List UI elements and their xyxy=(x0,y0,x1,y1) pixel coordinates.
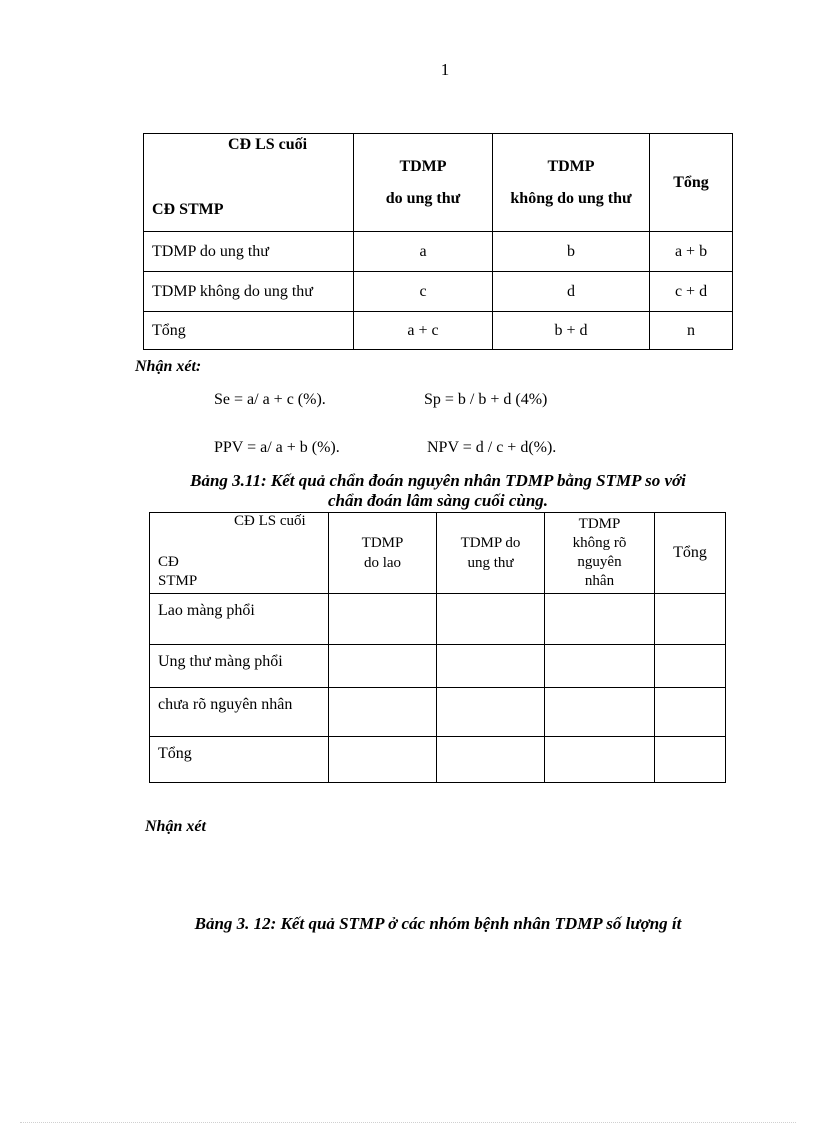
table-cell: b + d xyxy=(493,312,650,350)
row-label: TDMP không do ung thư xyxy=(144,272,354,312)
table-caption: Bảng 3. 12: Kết quả STMP ở các nhóm bệnh nhân TDMP số lượng ít xyxy=(194,914,682,933)
table-cell: c + d xyxy=(650,272,733,312)
table-cell xyxy=(545,645,655,688)
table-cell xyxy=(437,594,545,645)
table-row xyxy=(150,645,726,688)
formula-ppv: PPV = a/ a + b (%). xyxy=(214,439,340,456)
table-cell: a + c xyxy=(354,312,493,350)
table-cell xyxy=(655,737,726,783)
page-number: 1 xyxy=(440,60,450,79)
table-caption: Bảng 3.11: Kết quả chẩn đoán nguyên nhân TDMP bằng STMP so với chẩn đoán lâm sàng cuối cùng. xyxy=(190,471,686,510)
table-cell xyxy=(655,645,726,688)
table-row xyxy=(144,232,733,272)
formula-se: Se = a/ a + c (%). xyxy=(214,391,326,408)
corner-top-label: CĐ LS cuối xyxy=(234,513,306,529)
table-cell xyxy=(437,737,545,783)
formula-sp: Sp = b / b + d (4%) xyxy=(424,391,548,408)
diagnosis-table xyxy=(149,512,726,783)
column-header: TDMP không do ung thư xyxy=(493,134,650,232)
table-row xyxy=(144,312,733,350)
row-label: Lao màng phổi xyxy=(150,594,329,645)
table-cell xyxy=(545,737,655,783)
row-label: Tổng xyxy=(150,737,329,783)
table-cell xyxy=(655,594,726,645)
row-label: Ung thư màng phổi xyxy=(150,645,329,688)
column-header: TDMP không rõ nguyên nhân xyxy=(545,513,655,594)
corner-header-cell xyxy=(150,513,329,594)
table-cell: c xyxy=(354,272,493,312)
row-label: Tổng xyxy=(144,312,354,350)
table-cell: a + b xyxy=(650,232,733,272)
table-cell xyxy=(329,645,437,688)
column-header: TDMP do ung thư xyxy=(354,134,493,232)
table-row xyxy=(150,737,726,783)
remark-heading: Nhận xét xyxy=(145,818,206,835)
formula-npv: NPV = d / c + d(%). xyxy=(427,439,557,456)
table-cell xyxy=(545,594,655,645)
table-cell xyxy=(545,688,655,737)
table-row xyxy=(150,688,726,737)
row-label: chưa rõ nguyên nhân xyxy=(150,688,329,737)
table-cell xyxy=(329,737,437,783)
row-label: TDMP do ung thư xyxy=(144,232,354,272)
corner-header-cell xyxy=(144,134,354,232)
table-cell: d xyxy=(493,272,650,312)
column-header: TDMP do ung thư xyxy=(437,513,545,594)
table-cell: a xyxy=(354,232,493,272)
table-cell xyxy=(329,594,437,645)
contingency-table xyxy=(143,133,733,350)
column-header: Tổng xyxy=(655,513,726,594)
column-header: Tổng xyxy=(650,134,733,232)
column-header: TDMP do lao xyxy=(329,513,437,594)
table-cell: b xyxy=(493,232,650,272)
corner-bottom-label: CĐ STMP xyxy=(152,201,224,218)
table-cell xyxy=(329,688,437,737)
remark-heading: Nhận xét: xyxy=(135,358,202,375)
corner-bottom-label: CĐ STMP xyxy=(158,554,198,589)
table-cell xyxy=(437,645,545,688)
table-cell: n xyxy=(650,312,733,350)
table-cell xyxy=(655,688,726,737)
table-row xyxy=(150,594,726,645)
table-cell xyxy=(437,688,545,737)
corner-top-label: CĐ LS cuối xyxy=(228,136,308,153)
table-row xyxy=(144,272,733,312)
